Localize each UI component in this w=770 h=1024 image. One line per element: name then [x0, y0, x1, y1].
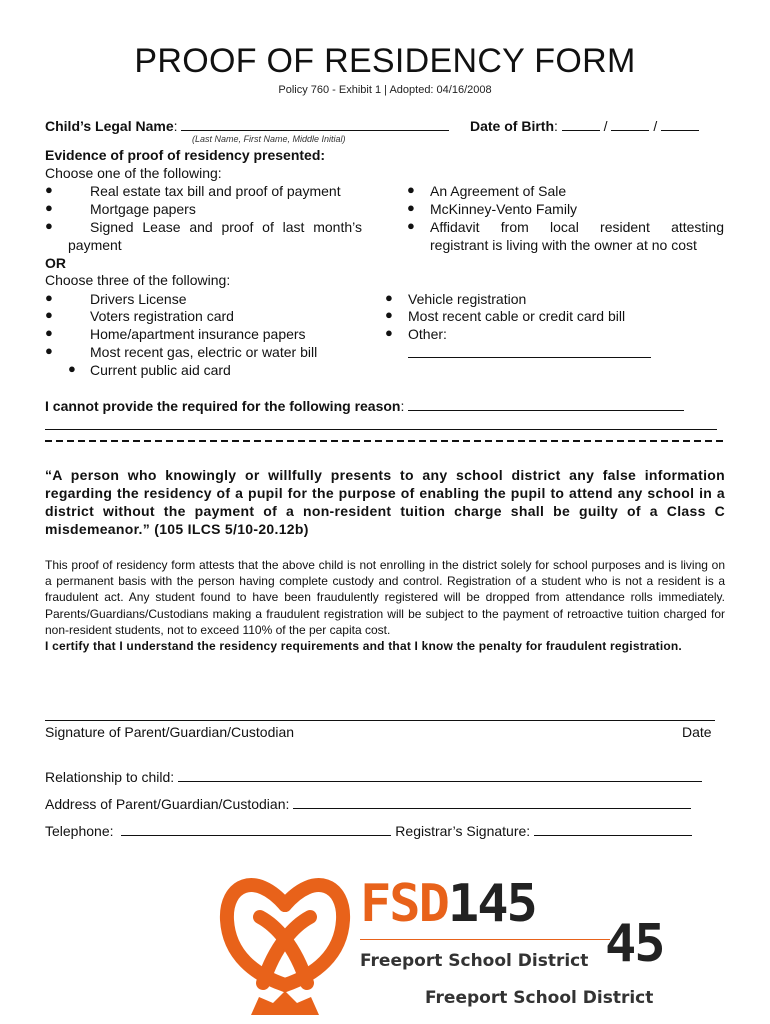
bullet-icon: ● — [407, 200, 415, 215]
child-name-row: Child’s Legal Name: — [45, 117, 449, 135]
bullet-icon: ● — [45, 290, 53, 305]
child-name-field[interactable] — [181, 117, 449, 131]
bullet-icon: ● — [385, 307, 393, 322]
bullet-icon: ● — [45, 182, 53, 197]
reason-line-2[interactable] — [45, 429, 717, 430]
list-item: Other: — [408, 326, 447, 342]
date-label: Date — [682, 724, 712, 740]
list-item-continued: payment — [68, 237, 122, 253]
evidence-heading: Evidence of proof of residency presented: — [45, 147, 326, 163]
pretzel-icon — [215, 865, 355, 1024]
list-item: Real estate tax bill and proof of payment — [90, 183, 341, 199]
other-input-line[interactable] — [408, 357, 651, 358]
address-label: Address of Parent/Guardian/Custodian: — [45, 796, 290, 812]
page-title: PROOF OF RESIDENCY FORM — [134, 42, 636, 80]
list-item: Drivers License — [90, 291, 187, 307]
choose-three-label: Choose three of the following: — [45, 272, 231, 288]
choose-one-label: Choose one of the following: — [45, 165, 222, 181]
logo-number: 145 — [447, 874, 536, 934]
list-item-continued: registrant is living with the owner at no cost — [430, 237, 697, 253]
reason-row: I cannot provide the required for the following reason: — [45, 397, 684, 415]
bullet-icon: ● — [407, 218, 415, 233]
list-item: Most recent cable or credit card bill — [408, 308, 626, 324]
dob-month-field[interactable] — [562, 117, 600, 131]
bullet-icon: ● — [45, 325, 53, 340]
dob-separator: / — [653, 118, 658, 134]
list-item: Most recent gas, electric or water bill — [90, 344, 318, 360]
relationship-row — [45, 768, 702, 786]
reason-field[interactable] — [408, 397, 684, 411]
dob-separator: / — [603, 118, 608, 134]
registrar-label: Registrar’s Signature: — [395, 823, 531, 839]
list-item: Home/apartment insurance papers — [90, 326, 306, 342]
signature-label: Signature of Parent/Guardian/Custodian — [45, 724, 295, 740]
telephone-row — [45, 822, 692, 840]
list-item: Vehicle registration — [408, 291, 527, 307]
address-row — [45, 795, 691, 813]
bullet-icon: ● — [385, 290, 393, 305]
bullet-icon: ● — [407, 182, 415, 197]
bullet-icon: ● — [45, 307, 53, 322]
logo-wordmark — [360, 875, 536, 933]
legal-warning: “A person who knowingly or willfully presents to any school district any false information regarding the residency of a pupil for the purpose of enabling the pupil to attend any school in a district without the payment of a non-resident tuition charge shall be guilty of a Class C misdemeanor.” (105 ILCS 5/10-20.12b) — [45, 467, 725, 537]
attestation-text — [45, 557, 725, 654]
list-item: An Agreement of Sale — [430, 183, 567, 199]
dob-label: Date of Birth — [470, 118, 554, 134]
bullet-icon: ● — [385, 325, 393, 340]
dob-row: Date of Birth: / / — [470, 117, 699, 135]
address-field[interactable] — [293, 795, 691, 809]
list-item: McKinney-Vento Family — [430, 201, 578, 217]
telephone-label: Telephone: — [45, 823, 114, 839]
dob-day-field[interactable] — [611, 117, 649, 131]
logo-number-echo: 45 — [605, 914, 664, 974]
child-name-label: Child’s Legal Name — [45, 118, 174, 134]
policy-subtitle: Policy 760 - Exhibit 1 | Adopted: 04/16/2008 — [278, 84, 492, 96]
attestation-paragraph: This proof of residency form attests that the above child is not enrolling in the district solely for school purposes and is living on a permanent basis with the person having complete custody and control. Registration of a student who is not a resident is a fraudulent act. Any student found to have been fraudulently registered will be dropped from attendance rolls immediately. Parents/Guardians/Custodians making a fraudulent registration will be subject to the payment of retroactive tuition charged for non-resident students, not to exceed 110% of the per capita cost. — [45, 558, 725, 637]
bullet-icon: ● — [45, 218, 53, 233]
list-item: Voters registration card — [90, 308, 234, 324]
logo-divider — [360, 939, 610, 940]
logo-fsd: FSD — [360, 874, 448, 934]
relationship-label: Relationship to child: — [45, 769, 175, 785]
district-logo — [215, 865, 685, 1024]
bullet-icon: ● — [45, 343, 53, 358]
telephone-field[interactable] — [121, 822, 391, 836]
bullet-icon: ● — [45, 200, 53, 215]
reason-dashed-line[interactable] — [45, 440, 723, 442]
signature-line[interactable] — [45, 720, 715, 721]
list-item: Current public aid card — [90, 362, 231, 378]
child-name-hint: (Last Name, First Name, Middle Initial) — [192, 134, 346, 144]
list-item: Signed Lease and proof of last month’s — [90, 219, 362, 235]
logo-district-name: Freeport School District — [360, 951, 589, 971]
list-item: Mortgage papers — [90, 201, 196, 217]
dob-year-field[interactable] — [661, 117, 699, 131]
list-item: Affidavit from local resident attesting — [430, 219, 724, 235]
relationship-field[interactable] — [178, 768, 702, 782]
reason-label: I cannot provide the required for the following reason — [45, 398, 401, 414]
or-separator: OR — [45, 255, 66, 271]
certify-statement: I certify that I understand the residency requirements and that I know the penalty for fraudulent registration. — [45, 639, 682, 654]
logo-district-name-echo: Freeport School District — [425, 988, 654, 1008]
bullet-icon: ● — [68, 361, 76, 376]
registrar-field[interactable] — [534, 822, 692, 836]
